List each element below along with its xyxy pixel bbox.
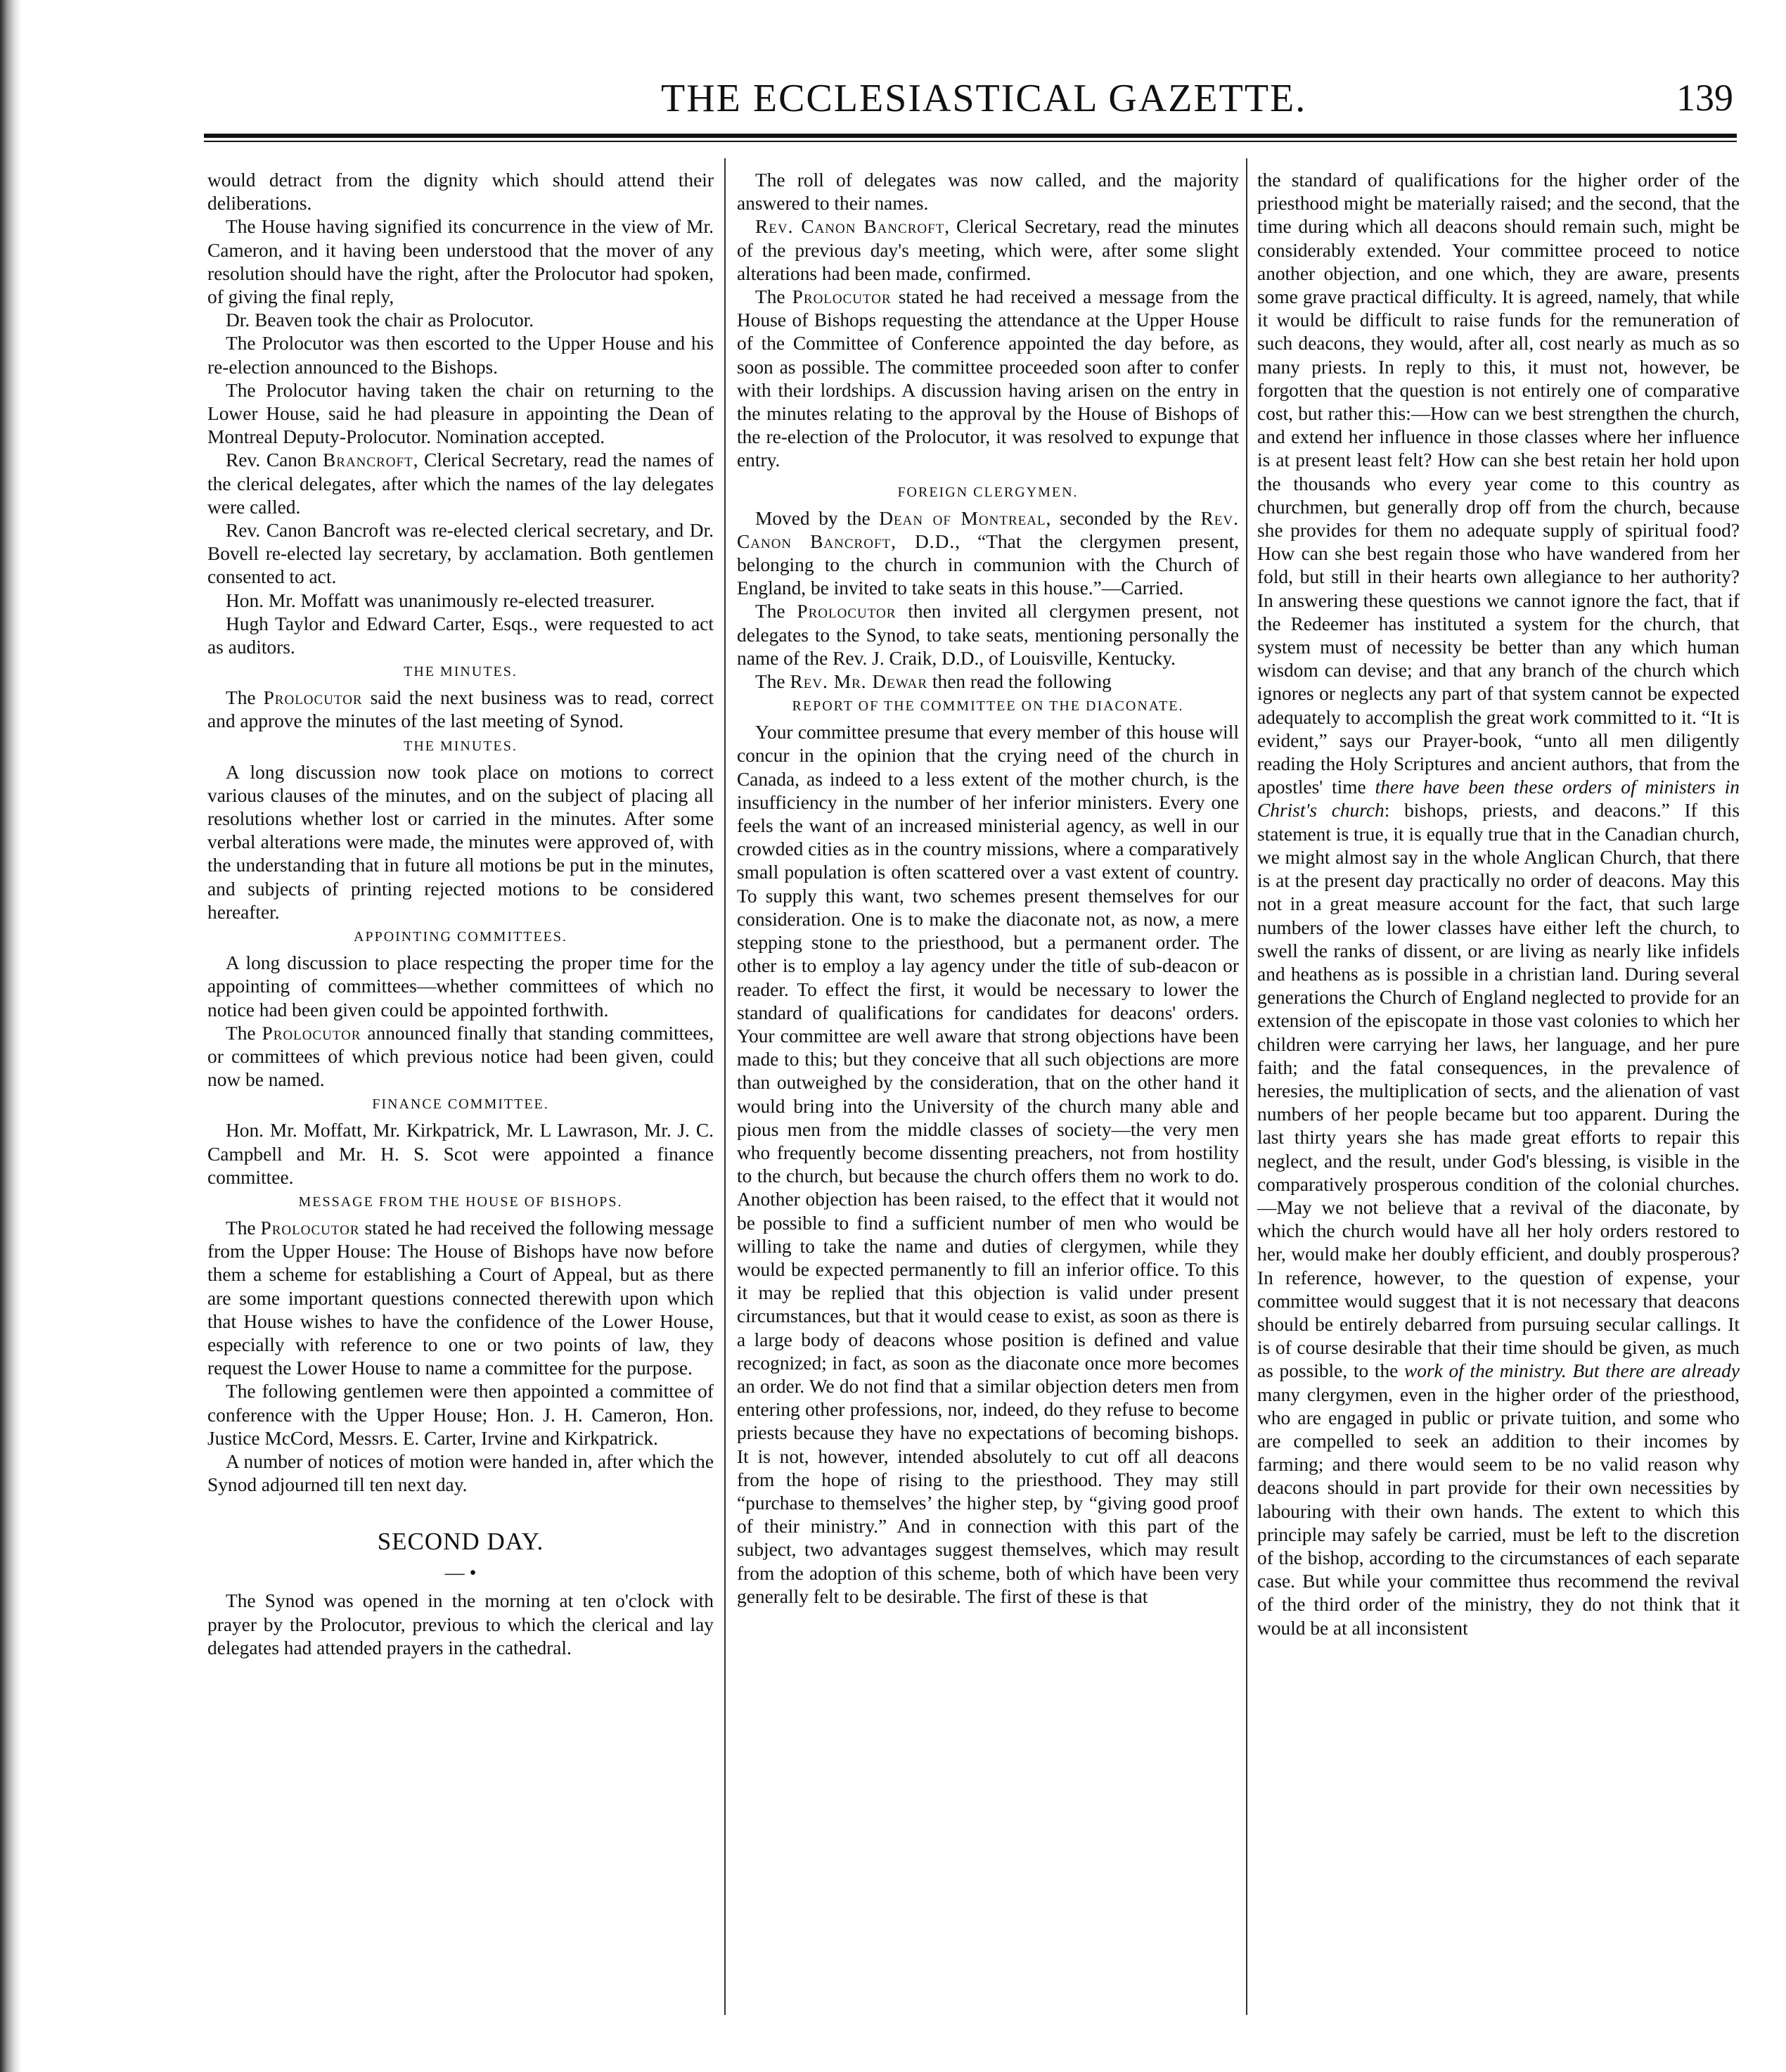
text-run: the standard of qualifications for the higher order of the priesthood might be materially raised; and the second, that the time during which all deacons should remain such, might be considerably extended. Your committee proceed to notice another objection, and one which, they are aware, presents some grave practical difficulty. It is agreed, namely, that while it would be difficult to raise funds for the remuneration of such deacons, they would, after all, cost nearly as much as so many priests. In reply to this, it must not, however, be forgotten that the question is not entirely one of comparative cost, but rather this:—How can we best strengthen the church, and extend her influence in those classes where her influence is at present least felt? How can she best retain her hold upon the thousands who every year come to this country as churchmen, but generally drop off from the church, because she provides for them no adequate supply of spiritual food? How can she best regain those who have wandered from her fold, but still in their hearts own allegiance to her authority? In answering these questions we cannot ignore the fact, that if the Redeemer has instituted a system for the church, that system must of necessity be better than any which human wisdom can devise; and that any branch of the church which ignores or neglects any part of that system cannot be expected adequately to accomplish the great work committed to it. “It is evident,” says our Prayer-book, “unto all men diligently reading the Holy Scriptures and ancient authors, that from the apostles' time — [1257, 170, 1740, 798]
text-run: Moved by the — [755, 507, 880, 529]
day-heading: SECOND DAY. — [377, 1528, 544, 1556]
text-run: announced finally that standing committees, or committees of which previous notice had been given, could now be named. — [207, 1022, 714, 1091]
page-number: 139 — [1676, 77, 1733, 119]
paragraph: The House having signified its concurrence in the view of Mr. Cameron, and it having been understood that the mover of any resolution should have the right, after the Prolocutor had spoken, of giving the final reply, — [207, 216, 714, 308]
text-run: said the next business was to read, correct and approve the minutes of the last meeting of Synod. — [207, 687, 714, 732]
name-run: Rev. Canon Bancroft — [755, 216, 945, 238]
name-run: Prolocutor — [263, 687, 363, 709]
section-heading: FOREIGN CLERGYMEN. — [897, 484, 1079, 500]
name-run: Prolocutor — [797, 601, 897, 622]
paragraph — [737, 670, 1239, 693]
masthead-rule-thin — [204, 141, 1737, 142]
name-run: Rev. Mr. Dewar — [790, 671, 928, 693]
text-run: The — [226, 1022, 262, 1044]
masthead — [193, 72, 1733, 128]
column-left — [207, 169, 714, 1660]
text-run: then read the following — [927, 671, 1112, 693]
text-run: many clergymen, even in the higher order of the priesthood, who are engaged in public or private tuition, and some who are compelled to seek an addition to their incomes by farming; and there would seem to be no valid reason why deacons should in part provide for their own necessities by labouring with their own hands. The extent to which this principle may safely be carried, must be left to the discretion of the bishop, according to the circumstances of each separate case. But while your committee thus recommend the revival of the third order of the ministry, they do not think that it would be at all inconsistent — [1257, 1383, 1740, 1639]
paragraph: Hugh Taylor and Edward Carter, Esqs., were requested to act as auditors. — [207, 613, 714, 658]
spacer — [737, 473, 1239, 480]
text-run: The — [755, 671, 790, 693]
paragraph — [1257, 169, 1740, 1640]
heading-ornament: — • — [444, 1562, 477, 1585]
column-middle — [737, 169, 1239, 1609]
text-run: , “That the clergymen present, belonging to the church in communion with the Church of England, be invited to take seats in this house.”—Carried. — [737, 530, 1239, 599]
text-run: , seconded by the — [1046, 507, 1201, 529]
paragraph: Dr. Beaven took the chair as Prolocutor. — [226, 309, 534, 331]
italic-run: work of the ministry. But there are already — [1404, 1360, 1740, 1382]
publication-title: THE ECCLESIASTICAL GAZETTE. — [661, 77, 1307, 120]
name-run: Dean of Montreal — [879, 507, 1046, 529]
paragraph — [207, 1022, 714, 1092]
text-run: The — [226, 687, 264, 709]
paragraph: Rev. Canon Bancroft was re-elected clerical secretary, and Dr. Bovell re-elected lay secretary, by acclamation. Both gentlemen consented to act. — [207, 520, 714, 588]
paragraph — [737, 215, 1239, 286]
paragraph: would detract from the dignity which should attend their deliberations. — [207, 170, 714, 215]
italic-run: there have been these orders of ministers in Christ's church — [1257, 776, 1740, 821]
paragraph: A long discussion to place respecting the proper time for the appointing of committees—whether committees of which no notice had been given could be appointed forthwith. — [207, 952, 714, 1021]
section-heading: FINANCE COMMITTEE. — [372, 1096, 549, 1113]
paragraph: The following gentlemen were then appointed a committee of conference with the Upper House; Hon. J. H. Cameron, Hon. Justice McCord, Messrs. E. Carter, Irvine and Kirkpatrick. — [207, 1381, 714, 1449]
paragraph: A long discussion now took place on motions to correct various clauses of the minutes, and on the subject of placing all resolutions whether lost or carried in the minutes. After some verbal alterations were made, the minutes were approved of, with the understanding that in future all motions be put in the minutes, and subjects of printing rejected motions to be considered hereafter. — [207, 761, 714, 923]
name-run: Prolocutor — [260, 1217, 360, 1239]
name-run: Brancroft — [323, 449, 413, 471]
section-heading: APPOINTING COMMITTEES. — [354, 929, 567, 945]
text-run: The — [755, 286, 792, 308]
paragraph — [737, 286, 1239, 473]
paragraph: Hon. Mr. Moffatt, Mr. Kirkpatrick, Mr. L Lawrason, Mr. J. C. Campbell and Mr. H. S. Scot were appointed a finance committee. — [207, 1120, 714, 1188]
paragraph — [737, 600, 1239, 670]
text-run: stated he had received the following message from the Upper House: The House of Bishops have now before them a scheme for establishing a Court of Appeal, but as there are some important questions connected therewith upon which that House wishes to have the confidence of the Lower House, especially with reference to one or two points of law, they request the Lower House to name a committee for the purpose. — [207, 1217, 714, 1379]
paragraph: The Synod was opened in the morning at ten o'clock with prayer by the Prolocutor, previous to which the clerical and lay delegates had attended prayers in the cathedral. — [207, 1590, 714, 1658]
paragraph: Hon. Mr. Moffatt was unanimously re-elected treasurer. — [226, 589, 655, 611]
name-run: Rev. Canon Bancroft, D.D. — [737, 507, 1239, 552]
text-run: , Clerical Secretary, read the minutes of the previous day's meeting, which were, after some slight alterations had been made, confirmed. — [737, 216, 1239, 284]
column-right — [1257, 169, 1740, 1640]
column-divider — [724, 158, 726, 2015]
text-run: then invited all clergymen present, not delegates to the Synod, to take seats, mentioning personally the name of the Rev. J. Craik, D.D., of Louisville, Kentucky. — [737, 601, 1239, 669]
text-run: The — [755, 601, 797, 622]
paragraph — [207, 1217, 714, 1380]
section-heading: MESSAGE FROM THE HOUSE OF BISHOPS. — [298, 1194, 623, 1210]
page-binding-edge — [0, 0, 21, 2072]
column-divider — [1246, 158, 1247, 2015]
paragraph — [207, 449, 714, 519]
text-run: stated he had received a message from the House of Bishops requesting the attendance at the Upper House of the Committee of Conference appointed the day before, as soon as possible. The committee proceeded soon after to confer with their lordships. A discussion having arisen on the entry in the minutes relating to the approval by the House of Bishops of the re-election of the Prolocutor, it was resolved to expunge that entry. — [737, 286, 1239, 471]
name-run: Prolocutor — [792, 286, 892, 308]
text-run: , Clerical Secretary, read the names of the clerical delegates, after which the names of the lay delegates were called. — [207, 449, 714, 518]
text-run: The — [226, 1217, 261, 1239]
section-heading: REPORT OF THE COMMITTEE ON THE DIACONATE. — [792, 698, 1184, 715]
section-heading: THE MINUTES. — [404, 738, 518, 754]
paragraph: Your committee presume that every member of this house will concur in the opinion that the crying need of the church in Canada, as indeed to a less extent of the mother church, is the insufficiency in the number of her inferior ministers. Every one feels the want of an increased ministerial agency, as well in our crowded cities as in the country missions, where a comparatively small population is often scattered over a vast extent of country. To supply this want, two schemes present themselves for our consideration. One is to make the diaconate not, as now, a mere stepping stone to the priesthood, but a permanent order. The other is to employ a lay agency under the title of sub-deacon or reader. To effect the first, it would be necessary to lower the standard of qualifications for candidates for deacons' orders. Your committee are well aware that strong objections have been made to this; but they conceive that all such objections are more than outweighed by the consideration, that on the other hand it would bring into the University of the church many able and pious men from the middle classes of society—the very men who frequently become dissenting preachers, not from hostility to the church, but because the church offers them no work to do. Another objection has been raised, to the effect that it would not be possible to find a sufficient number of men who would be willing to take the name and duties of clergymen, while they would be expected permanently to fill an inferior office. To this it may be replied that this objection is valid under present circumstances, but that it would cease to exist, as soon as there is a large body of deacons whose position is defined and value recognized; in fact, as soon as the diaconate once more becomes an order. We do not find that a similar objection deters men from entering other professions, nor, indeed, do they refuse to become priests because they have no expectations of becoming bishops. It is not, however, intended absolutely to cut off all deacons from the hope of rising to the priesthood. They may still “purchase to themselves’ the higher step, by “giving good proof of their ministry.” And in connection with this part of the subject, two advantages suggest themselves, which may result from the adoption of this scheme, both of which have been very generally felt to be desirable. The first of these is that — [737, 722, 1239, 1607]
section-heading: THE MINUTES. — [404, 664, 518, 680]
text-run: Rev. Canon — [226, 449, 323, 471]
masthead-rule-thick — [204, 134, 1737, 138]
paragraph — [207, 686, 714, 733]
paragraph: The Prolocutor was then escorted to the Upper House and his re-election announced to the Bishops. — [207, 333, 714, 378]
paragraph: A number of notices of motion were handed in, after which the Synod adjourned till ten next day. — [207, 1450, 714, 1496]
text-run: : bishops, priests, and deacons.” If this statement is true, it is equally true that in the Canadian church, we might almost say in the whole Anglican Church, that there is at the present day practically no order of deacons. May this not in a great measure account for the fact, that such large numbers of the lower classes have either left the church, to swell the ranks of dissent, or are living as nearly like infidels and heathens as is possible in a christian land. During several generations the Church of England neglected to provide for an extension of the episcopate in those vast colonies to which her children were carrying her laws, her language, and her pure faith; and the fatal consequences, in the prevalence of heresies, the multiplication of sects, and the alienation of vast numbers of her people became but too apparent. During the last thirty years she has made great efforts to repair this neglect, and the result, under God's blessing, is visible in the comparatively prosperous condition of the colonial churches.—May we not believe that a revival of the diaconate, by which the church would have all her holy orders restored to her, would make her doubly efficient, and doubly prosperous? In reference, however, to the question of expense, your committee would suggest that it is not necessary that deacons should be entirely debarred from pursuing secular callings. It is of course desirable that their time should be given, as much as possible, to the — [1257, 800, 1740, 1382]
paragraph: The roll of delegates was now called, and the majority answered to their names. — [737, 170, 1239, 215]
paragraph: The Prolocutor having taken the chair on returning to the Lower House, said he had pleasure in appointing the Dean of Montreal Deputy-Prolocutor. Nomination accepted. — [207, 379, 714, 448]
paragraph — [737, 507, 1239, 601]
name-run: Prolocutor — [262, 1022, 361, 1044]
